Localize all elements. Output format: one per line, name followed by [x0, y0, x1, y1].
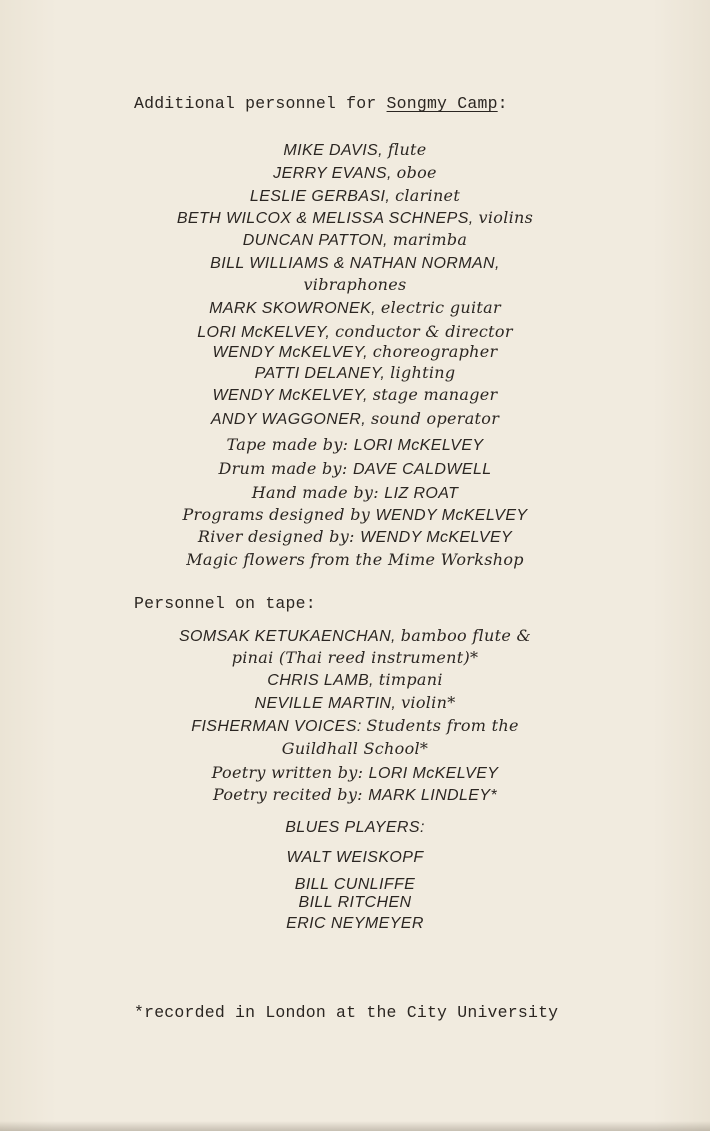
credit-role: lighting: [390, 363, 456, 382]
tape-credit-role: violin*: [401, 693, 456, 712]
made-by-line: [0, 435, 710, 456]
tape-credit-line: [0, 626, 710, 647]
credit-line: [0, 322, 710, 343]
made-by-name: LORI McKELVEY: [353, 437, 484, 454]
credit-name: DUNCAN PATTON,: [242, 232, 393, 249]
credit-role: oboe: [396, 163, 437, 182]
made-by-name: WENDY McKELVEY: [360, 529, 513, 546]
made-by-name: DAVE CALDWELL: [352, 461, 492, 478]
credit-line: [0, 298, 710, 319]
show-title: Songmy Camp: [386, 94, 498, 113]
credit-role: violins: [478, 208, 534, 227]
credit-line: [0, 385, 710, 406]
tape-credit-role: Guildhall School*: [281, 739, 429, 758]
blues-heading: BLUES PLAYERS:: [285, 819, 425, 836]
credit-name: BILL WILLIAMS & NATHAN NORMAN,: [210, 255, 500, 272]
tape-credit-name: FISHERMAN VOICES:: [191, 718, 367, 735]
blues-player: WALT WEISKOPF: [286, 849, 424, 866]
header-prefix: Additional personnel for: [134, 94, 387, 113]
made-by-line: [0, 527, 710, 548]
tape-heading: Personnel on tape:: [134, 594, 316, 613]
made-by-label: River designed by:: [197, 527, 361, 546]
tape-credit-line: [0, 716, 710, 737]
credit-line: [0, 342, 710, 363]
tape-credit-line: [0, 785, 710, 806]
credit-role: marimba: [392, 230, 468, 249]
page-edge-shadow: [0, 1121, 710, 1131]
credit-line: [0, 363, 710, 384]
made-by-label: Programs designed by: [182, 505, 376, 524]
credit-name: PATTI DELANEY,: [254, 365, 391, 382]
made-by-line: [0, 483, 710, 504]
credit-name: ANDY WAGGONER,: [210, 411, 371, 428]
blues-player: BILL RITCHEN: [298, 894, 412, 911]
tape-credit-name: MARK LINDLEY*: [368, 787, 498, 804]
credit-line: [0, 275, 710, 296]
made-by-label: Magic flowers from the Mime Workshop: [186, 550, 524, 569]
tape-credit-role: Students from the: [366, 716, 519, 735]
credit-name: LORI McKELVEY,: [197, 324, 336, 341]
credit-role: clarinet: [395, 186, 461, 205]
blues-player: BILL CUNLIFFE: [294, 876, 416, 893]
credit-role: sound operator: [370, 409, 500, 428]
credit-role: choreographer: [372, 342, 498, 361]
credit-name: WENDY McKELVEY,: [212, 387, 373, 404]
credit-role: electric guitar: [380, 298, 501, 317]
credit-line: [0, 230, 710, 251]
tape-credit-role: timpani: [378, 670, 443, 689]
blues-player: ERIC NEYMEYER: [286, 915, 424, 932]
tape-credit-line: [0, 648, 710, 669]
credit-name: BETH WILCOX & MELISSA SCHNEPS,: [176, 210, 479, 227]
made-by-line: [0, 550, 710, 571]
made-by-name: LIZ ROAT: [384, 485, 459, 502]
tape-credit-name: NEVILLE MARTIN,: [254, 695, 402, 712]
credit-role: conductor & director: [335, 322, 513, 341]
tape-credit-role: bamboo flute &: [400, 626, 532, 645]
credit-role: vibraphones: [303, 275, 407, 294]
header-line: [134, 94, 508, 114]
credit-name: WENDY McKELVEY,: [212, 344, 373, 361]
credit-role: flute: [387, 140, 427, 159]
tape-credit-line: [0, 670, 710, 691]
credit-line: [0, 409, 710, 430]
credit-line: [0, 253, 710, 274]
made-by-label: Tape made by:: [226, 435, 354, 454]
header-suffix: :: [497, 94, 508, 113]
credit-name: MARK SKOWRONEK,: [209, 300, 381, 317]
made-by-label: Hand made by:: [251, 483, 385, 502]
credit-line: [0, 140, 710, 161]
tape-credit-name: LORI McKELVEY: [368, 765, 499, 782]
credit-name: MIKE DAVIS,: [283, 142, 388, 159]
made-by-label: Drum made by:: [218, 459, 353, 478]
tape-credit-role: pinai (Thai reed instrument)*: [231, 648, 479, 667]
credit-line: [0, 163, 710, 184]
tape-credit-line: [0, 763, 710, 784]
made-by-name: WENDY McKELVEY: [375, 507, 528, 524]
credit-line: [0, 186, 710, 207]
tape-credit-name: CHRIS LAMB,: [267, 672, 379, 689]
made-by-line: [0, 459, 710, 480]
tape-credit-role: Poetry recited by:: [212, 785, 369, 804]
tape-credit-line: [0, 739, 710, 760]
credit-role: stage manager: [372, 385, 498, 404]
credit-name: LESLIE GERBASI,: [249, 188, 396, 205]
footnote: *recorded in London at the City University: [134, 1003, 559, 1022]
tape-credit-line: [0, 693, 710, 714]
tape-credit-role: Poetry written by:: [211, 763, 369, 782]
tape-credit-name: SOMSAK KETUKAENCHAN,: [178, 628, 401, 645]
made-by-line: [0, 505, 710, 526]
credit-line: [0, 208, 710, 229]
credit-name: JERRY EVANS,: [273, 165, 397, 182]
